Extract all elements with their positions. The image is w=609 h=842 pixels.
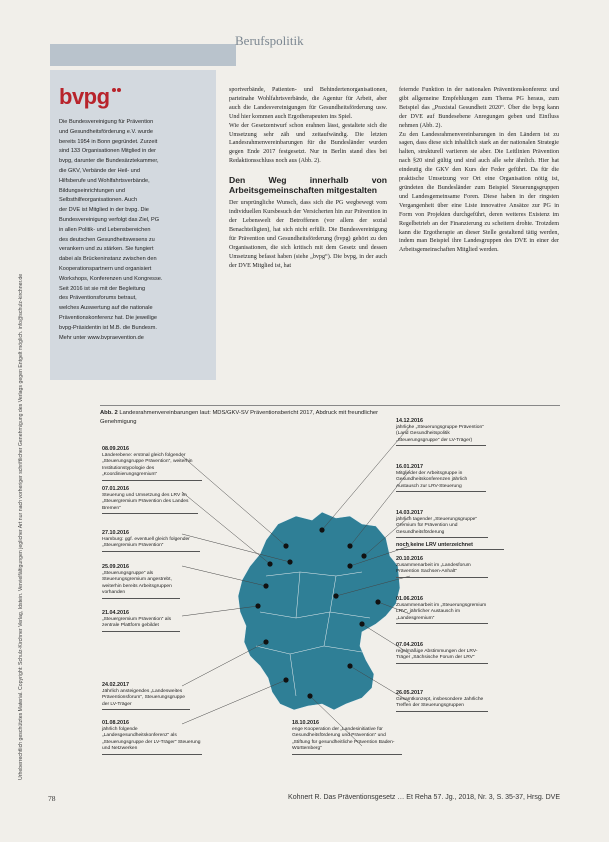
state-dot: [347, 543, 352, 548]
callout-bottom: 18.10.2016 enge Kooperation der „Landesinitiative für Gesundheitsförderung und Prävention“ und „Stiftung für gesundheitliche Prävention Baden-Württemberg“: [292, 720, 402, 755]
paragraph: sportverbände, Patienten- und Behindertenorganisationen, parteinahe Wohlfahrtsverbände, die Agentur für Arbeit, aber auch die Landesvereinigungen für Gesundheitsförderung usw. Und hier kommen auch Ergotherapeuten ins Spiel.: [229, 87, 387, 120]
callout-left: 01.08.2016 jährlich folgende „Landesgesundheitskonferenz“ als „Steuerungsgruppe der LV-Träger“ Steuerung und Netzwerken: [102, 720, 202, 755]
state-dot: [361, 553, 366, 558]
state-dot: [359, 621, 364, 626]
callout-left: 07.01.2016 Steuerung und Umsetzung des LRV im „Steuergremium Prävention des Landes Bremen“: [102, 486, 198, 514]
paragraph: Der ursprüngliche Wunsch, dass sich die PG wegbewegt vom individuellen Kursbesuch der Versicherten hin zur Prävention in der Lebenswelt der Betroffenen (vor allem der sozial Benachteiligten), hat sich nicht erfüllt. Die Bundesvereinigung für Prävention und Gesundheitsförderung (bvpg) gehört zu den Organisationen, die sich kritisch mit dem Gesetz und dessen Umsetzung befasst haben (siehe „bvpg“). Die bvpg, in der auch der DVE Mitglied ist, hat: [229, 200, 387, 269]
state-dot: [307, 693, 312, 698]
bvpg-infobox: [50, 70, 216, 380]
callout-left: 08.09.2016 Länderebene: erstmal gleich folgender „Steuerungsgruppe Prävention“, weiterhin Institutionstypologie des „Koordinierungsgremium“: [102, 446, 202, 481]
bvpg-logo: [59, 84, 208, 110]
state-dot: [319, 527, 324, 532]
section-heading: Den Weg innerhalb von Arbeitsgemeinschaften mitgestalten: [229, 175, 387, 195]
callout-right: 14.12.2016 jährliche „Steuerungsgruppe Prävention“ (Land Gesundheitspolitik „Steuerungsgruppe“ der LV-Träger): [396, 418, 486, 446]
callout-right-no-lrv: noch keine LRV unterzeichnet: [396, 542, 504, 550]
state-dot: [287, 559, 292, 564]
logo-dots-icon: [112, 85, 122, 109]
header-bar: [50, 44, 236, 66]
callout-right: 01.06.2016 Zusammenarbeit im „Steuerungsgremium LRV“, jährlicher Austausch im „Landesgremium“: [396, 596, 488, 624]
figure-caption: [100, 409, 400, 426]
state-dot: [263, 639, 268, 644]
footer-citation: Kohnert R. Das Präventionsgesetz … Et Reha 57. Jg., 2018, Nr. 3, S. 35-37, Hrsg. DVE: [288, 794, 560, 801]
paragraph: Zu den Landesrahmenvereinbarungen in den Ländern ist zu sagen, dass diese sich inhaltlich stark an der nationalen Strategie halten, strukturell variieren sie aber. Die Leitlinien Prävention nach §20 sind gültig und sind auch alle sehr ähnlich. Hier hat eindeutig die GKV den Kurs der Feder geführt. Da für die praktische Umsetzung vor Ort eine Organisation nötig ist, gründeten die Bundesländer zum Beispiel Steuerungsgruppen und Landesgemeinsame Foren. Diese haben in der ringsten Vergangenheit über eine Liste innovative Ansätze zur PG in Form von Projekten durchgeführt, deren weiteres Existenz im Regelbetrieb an der Finanzierung zu scheitern drohte. Trotzdem kann die Ergotherapie an dieser Stelle gestaltend tätig werden, indem man Beispiel ihre Landesgruppen des DVE in einer der Arbeitsgemeinschaften Mitglied werden.: [399, 131, 559, 254]
figure-caption-label: Abb. 2: [100, 410, 118, 416]
callout-left: 25.09.2016 „Steuerungsgruppe“ als Steuerungsgremium angestrebt, weiterhin bereits Arbeitsgruppen vorhanden: [102, 564, 180, 599]
callout-left: 24.02.2017 Jährlich ansteigendes „Landesweites Präventionsforum“, Steuerungsgruppe der LV-Träger: [102, 682, 190, 710]
state-dot: [347, 563, 352, 568]
state-dot: [283, 677, 288, 682]
state-dot: [263, 583, 268, 588]
callout-right: 20.10.2016 Zusammenarbeit im „Landesforum Prävention Sachsen-Anhalt“: [396, 556, 488, 578]
callout-right: 16.01.2017 Mitglieder der Arbeitsgruppe in Gesundheitskonferenzen jährlich Austausch zur LRV-Steuerung: [396, 464, 486, 492]
column-middle: [229, 86, 387, 270]
state-dot: [283, 543, 288, 548]
state-dot: [347, 663, 352, 668]
infobox-text: Die Bundesvereinigung für Prävention und Gesundheitsförderung e.V. wurde bereits 1954 in Bonn gegründet. Zurzeit sind 133 Organisationen Mitglied in der bvpg, darunter die Bundesärztekammer, die GKV, Verbände der Heil- und Hilfsberufe und Wohlfahrtsverbände, Bildungseinrichtungen und Selbsthilfeorganisationen. Auch der DVE ist Mitglied in der bvpg. Die Bundesvereinigung verfolgt das Ziel, PG in allen Politik- und Lebensbereichen des deutschen Gesundheitswesens zu verankern und zu stärken. Sie fungiert dabei als Brückeninstanz zwischen den Kooperationspartnern und organisiert Workshops, Konferenzen und Kongresse. Seit 2016 ist sie mit der Begleitung des Präventionsforums betraut, welches Auswertung auf die nationale Präventionskonferenz hat. Die jeweilige bvpg-Präsidentin ist M.B. die Bundesm. Mehr unter www.bvpraevention.de: [59, 119, 163, 341]
figure-caption-text: Landesrahmenvereinbarungen laut: MDS/GKV-SV Präventionsbericht 2017, Abdruck mit freundlicher Genehmigung: [100, 410, 379, 425]
paragraph: feiernde Funktion in der nationalen Präventionskonferenz und gibt allgemeine Empfehlungen zum Thema PG heraus, zum Beispiel das „Praxistal Gesundheit 2020“. Über die bvpg kann der DVE auf Bundesebene Anregungen geben und Einfluss nehmen (Abb. 2).: [399, 87, 559, 129]
callout-right: 14.03.2017 jährlich tagender „Steuerungsgruppe“ Gremium für Prävention und Gesundheitsförderung: [396, 510, 488, 538]
callout-left: 27.10.2016 Hamburg: ggf. eventuell gleich folgender „Steuergremium Prävention“: [102, 530, 200, 552]
state-dot: [267, 561, 272, 566]
page-number: 78: [48, 794, 56, 803]
bvpg-logo-text: bvpg: [59, 84, 110, 109]
copyright-side-note: Urheberrechtlich geschütztes Material. Copyright: Schulz-Kirchner Verlag, Idstein. Vervielfältigungen jeglicher Art nur nach vorheriger schriftlicher Genehmigung des Verlags gegen Entgelt möglich. info@schulz-kirchner.de: [18, 273, 24, 780]
state-dot: [255, 603, 260, 608]
callout-right: 07.04.2016 regelmäßige Abstimmungen der LRV-Träger „Sächsische Forum der LRV“: [396, 642, 488, 664]
germany-map-shape: [238, 512, 400, 710]
section-label: Berufspolitik: [235, 33, 304, 48]
state-dot: [333, 593, 338, 598]
callout-right: 26.05.2017 Gesamtkonzept, insbesondere Jahrliche Treffen der Steuerungsgruppen: [396, 690, 488, 712]
state-dot: [375, 599, 380, 604]
callout-left: 21.04.2016 „Steuergremium Prävention“ als zentrale Plattform gebildet: [102, 610, 180, 632]
figure-germany-map: [100, 405, 560, 760]
column-right: [399, 86, 559, 255]
paragraph: Wie der Gesetzentwurf schon erahnen lässt, gestaltete sich die Umsetzung sehr zäh und zeitaufwändig. Die letzten Landesrahmenvereinbarungen für die Bundesländer wurden gegen Ende 2017 festgesetzt. Nur in Berlin stand dies bei Redaktionsschluss noch aus (Abb. 2).: [229, 122, 387, 165]
